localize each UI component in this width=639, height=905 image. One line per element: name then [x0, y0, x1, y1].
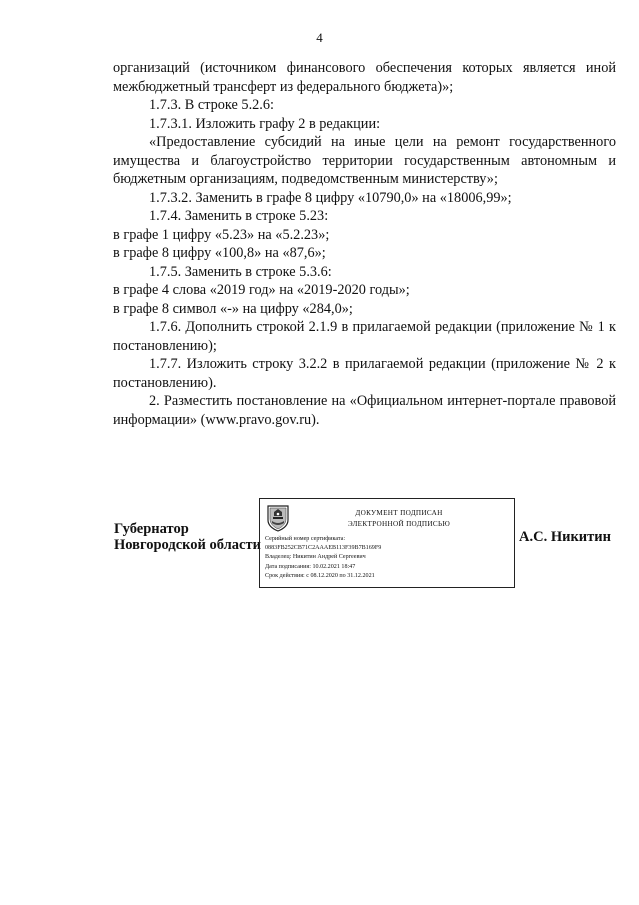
paragraph-1-7-5-col8: в графе 8 символ «-» на цифру «284,0»; [113, 300, 353, 317]
stamp-header-line1: ДОКУМЕНТ ПОДПИСАН [355, 509, 443, 517]
paragraph-2: 2. Разместить постановление на «Официальном интернет-портале правовой информации» (www.pravo.gov.ru). [113, 393, 616, 428]
stamp-header [294, 508, 504, 530]
paragraph-continuation: организаций (источником финансового обеспечения которых является иной межбюджетный трансферт из федерального бюджета)»; [113, 60, 616, 95]
paragraph-1-7-3: 1.7.3. В строке 5.2.6: [149, 97, 274, 113]
paragraph-1-7-4-col8: в графе 8 цифру «100,8» на «87,6»; [113, 245, 326, 261]
paragraph-1-7-7: 1.7.7. Изложить строку 3.2.2 в прилагаемой редакции (приложение № 2 к постановлению). [113, 356, 616, 391]
signatory-name: А.С. Никитин [519, 529, 611, 545]
paragraph-1-7-4: 1.7.4. Заменить в строке 5.23: [149, 208, 329, 224]
paragraph-1-7-3-1: 1.7.3.1. Изложить графу 2 в редакции: [149, 115, 381, 132]
paragraph-1-7-6: 1.7.6. Дополнить строкой 2.1.9 в прилагаемой редакции (приложение № 1 к постановлению); [113, 319, 616, 354]
stamp-owner: Владелец: Никитин Андрей Сергеевич [265, 554, 366, 561]
paragraph-1-7-4-col1: в графе 1 цифру «5.23» на «5.2.23»; [113, 226, 330, 243]
document-body [113, 59, 616, 429]
paragraph-1-7-5: 1.7.5. Заменить в строке 5.3.6: [149, 263, 332, 280]
stamp-signed-date: Дата подписания: 10.02.2021 18:47 [265, 563, 356, 570]
page-number: 4 [316, 30, 323, 45]
stamp-details [265, 535, 513, 581]
stamp-serial-label: Серийный номер сертификата: [265, 536, 346, 542]
signatory-title [114, 521, 261, 553]
coat-of-arms-icon [265, 504, 291, 532]
paragraph-quote: «Предоставление субсидий на иные цели на ремонт государственного имущества и благоустройство территории государственным автономным и бюджетным организациям, подведомственным министерству»; [113, 134, 616, 187]
signatory-title-line2: Новгородской области [114, 537, 261, 553]
stamp-validity: Срок действия: с 08.12.2020 по 31.12.2021 [265, 572, 375, 579]
stamp-header-line2: ЭЛЕКТРОННОЙ ПОДПИСЬЮ [347, 520, 451, 528]
electronic-signature-stamp [259, 498, 515, 588]
paragraph-1-7-3-2: 1.7.3.2. Заменить в графе 8 цифру «10790,0» на «18006,99»; [149, 189, 512, 206]
signatory-title-line1: Губернатор [114, 521, 189, 537]
stamp-serial-value: 0883FB252CB71C2AAAEB113F39B7B169F9 [265, 545, 382, 552]
paragraph-1-7-5-col4: в графе 4 слова «2019 год» на «2019-2020 годы»; [113, 282, 410, 298]
